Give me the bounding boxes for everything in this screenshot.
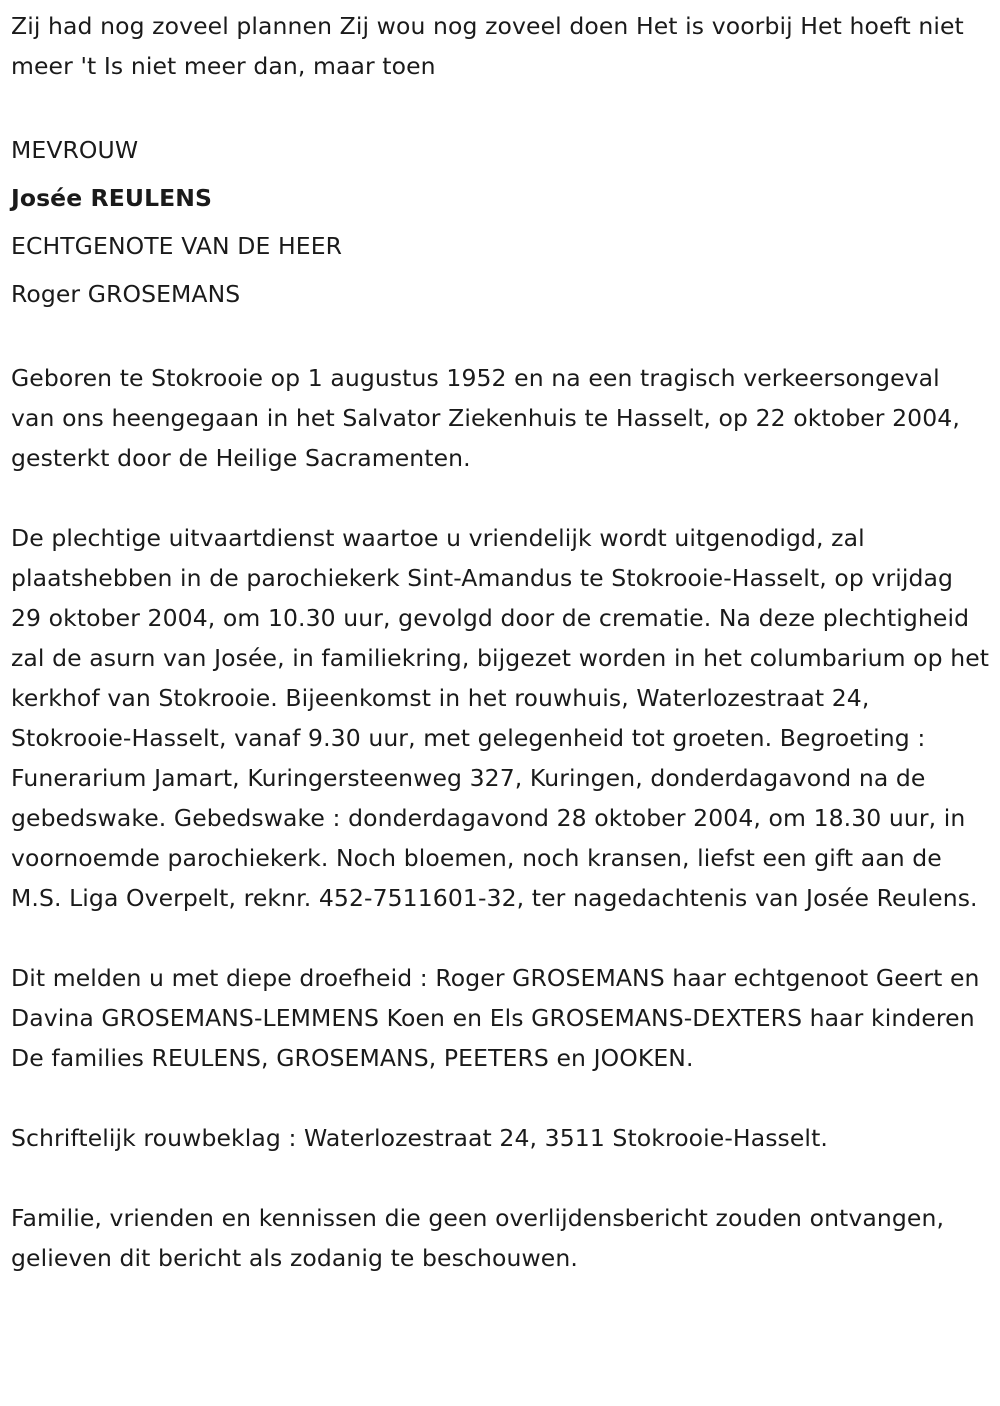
deceased-name: Josée REULENS [11, 184, 213, 212]
poem: Zij had nog zoveel plannen Zij wou nog zoveel doen Het is voorbij Het hoeft niet meer 't Is niet meer dan, maar toen [11, 12, 964, 80]
spouse-name: Roger GROSEMANS [11, 280, 241, 308]
closing-paragraph: Familie, vrienden en kennissen die geen overlijdensbericht zouden ontvangen, gelieven dit bericht als zodanig te beschouwen. [11, 1204, 945, 1272]
birth-death-paragraph: Geboren te Stokrooie op 1 augustus 1952 en na een tragisch verkeersongeval van ons heengegaan in het Salvator Ziekenhuis te Hasselt, op 22 oktober 2004, gesterkt door de Heilige Sacramenten. [11, 364, 960, 472]
deceased-header [11, 126, 990, 318]
funeral-paragraph: De plechtige uitvaartdienst waartoe u vriendelijk wordt uitgenodigd, zal plaatshebben in de parochiekerk Sint-Amandus te Stokrooie-Hasselt, op vrijdag 29 oktober 2004, om 10.30 uur, gevolgd door de crematie. Na deze plechtigheid zal de asurn van Josée, in familiekring, bijgezet worden in het columbarium op het kerkhof van Stokrooie. Bijeenkomst in het rouwhuis, Waterlozestraat 24, Stokrooie-Hasselt, vanaf 9.30 uur, met gelegenheid tot groeten. Begroeting : Funerarium Jamart, Kuringersteenweg 327, Kuringen, donderdagavond na de gebedswake. Gebedswake : donderdagavond 28 oktober 2004, om 18.30 uur, in voornoemde parochiekerk. Noch bloemen, noch kransen, liefst een gift aan de M.S. Liga Overpelt, reknr. 452-7511601-32, ter nagedachtenis van Josée Reulens. [11, 524, 990, 912]
family-paragraph: Dit melden u met diepe droefheid : Roger GROSEMANS haar echtgenoot Geert en Davina GROSEMANS-LEMMENS Koen en Els GROSEMANS-DEXTERS haar kinderen De families REULENS, GROSEMANS, PEETERS en JOOKEN. [11, 964, 980, 1072]
condolences-paragraph: Schriftelijk rouwbeklag : Waterlozestraat 24, 3511 Stokrooie-Hasselt. [11, 1124, 828, 1152]
title-label: MEVROUW [11, 136, 139, 164]
relation-label: ECHTGENOTE VAN DE HEER [11, 232, 343, 260]
